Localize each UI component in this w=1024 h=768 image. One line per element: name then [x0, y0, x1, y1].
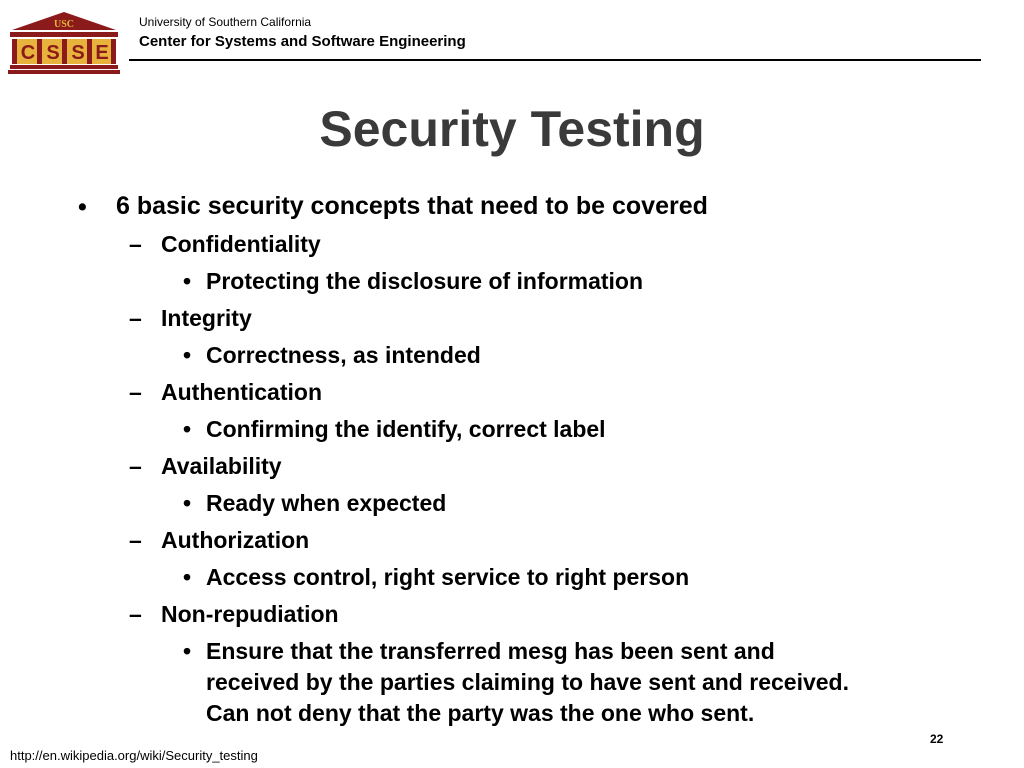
dash-marker: – [129, 231, 142, 257]
logo-letter-s2: S [71, 42, 85, 64]
concept-integrity: Integrity [161, 305, 252, 331]
detail-confidentiality: Protecting the disclosure of information [206, 268, 644, 294]
institution-name: University of Southern California [139, 15, 312, 29]
detail-authentication: Confirming the identify, correct label [206, 416, 606, 442]
concept-authentication: Authentication [161, 379, 322, 405]
dash-marker: – [129, 601, 142, 627]
bullet-marker: • [183, 490, 192, 516]
detail-non-repudiation-line1: Ensure that the transferred mesg has been sent and [206, 638, 775, 664]
dash-marker: – [129, 379, 142, 405]
main-bullet: 6 basic security concepts that need to be covered [116, 192, 708, 220]
concept-non-repudiation: Non-repudiation [161, 601, 339, 627]
bullet-marker: • [183, 342, 192, 368]
concept-availability: Availability [161, 453, 282, 479]
bullet-marker: • [183, 416, 192, 442]
detail-authorization: Access control, right service to right person [206, 564, 690, 590]
bullet-marker: • [183, 638, 192, 664]
logo-letter-c: C [20, 42, 36, 64]
dash-marker: – [129, 305, 142, 331]
csse-logo [8, 10, 120, 74]
bullet-marker: • [183, 564, 192, 590]
detail-non-repudiation-line3: Can not deny that the party was the one who sent. [206, 700, 755, 726]
bullet-marker: • [78, 193, 87, 221]
slide-title: Security Testing [319, 101, 705, 157]
center-name: Center for Systems and Software Engineering [139, 33, 466, 50]
logo-letter-e: E [95, 42, 109, 64]
logo-usc-text: USC [53, 19, 75, 30]
dash-marker: – [129, 453, 142, 479]
page-number: 22 [930, 732, 944, 746]
bullet-marker: • [183, 268, 192, 294]
dash-marker: – [129, 527, 142, 553]
logo-letter-s1: S [46, 42, 60, 64]
concept-confidentiality: Confidentiality [161, 231, 321, 257]
source-url: http://en.wikipedia.org/wiki/Security_testing [10, 748, 258, 763]
concept-authorization: Authorization [161, 527, 310, 553]
detail-non-repudiation-line2: received by the parties claiming to have sent and received. [206, 669, 849, 695]
header-divider [129, 59, 981, 61]
detail-availability: Ready when expected [206, 490, 447, 516]
detail-integrity: Correctness, as intended [206, 342, 481, 368]
